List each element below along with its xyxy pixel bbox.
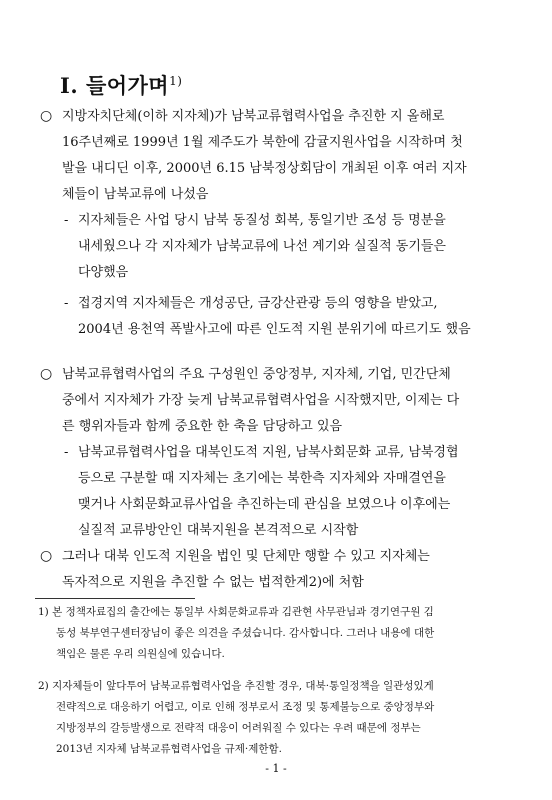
footnote-divider (35, 598, 195, 599)
paragraph-line: 접경지역 지자체들은 개성공단, 금강산관광 등의 영향을 받았고, (78, 296, 438, 311)
paragraph-line: 남북교류협력사업을 대북인도적 지원, 남북사회문화 교류, 남북경협 (78, 445, 459, 460)
footnote-line: 지방정부의 갈등발생으로 전략적 대응이 어려워질 수 있다는 우려 때문에 정부는 (56, 722, 421, 734)
paragraph-line: 등으로 구분할 때 지자체는 초기에는 북한측 지자체와 자매결연을 (78, 471, 446, 486)
paragraph-line: 중에서 지자체가 가장 늦게 남북교류협력사업을 시작했지만, 이제는 다 (62, 393, 460, 408)
footnote-line: 동성 북부연구센터장님이 좋은 의견을 주셨습니다. 감사합니다. 그러나 내용에 대한 (56, 627, 435, 639)
dash-bullet-icon: - (64, 296, 69, 311)
circle-bullet-icon: ○ (40, 366, 53, 382)
footnote-2 (38, 676, 434, 760)
paragraph-line: 체들이 남북교류에 나섰음 (62, 187, 209, 202)
footnote-ref-1: 1) (169, 74, 183, 88)
footnote-1 (38, 602, 434, 665)
paragraph-line: 지방자치단체(이하 지자체)가 남북교류협력사업을 추진한 지 올해로 (62, 109, 445, 124)
paragraph-line: 른 행위자들과 함께 중요한 한 축을 담당하고 있음 (62, 419, 343, 434)
paragraph-line: 실질적 교류방안인 대북지원을 본격적으로 시작함 (78, 523, 359, 538)
footnote-line: 전략적으로 대응하기 어렵고, 이로 인해 정부로서 조정 및 통제불능으로 중앙정부와 (56, 701, 435, 713)
paragraph-line: 남북교류협력사업의 주요 구성원인 중앙정부, 지자체, 기업, 민간단체 (62, 367, 451, 382)
paragraph-1-sub-2 (78, 291, 510, 343)
heading-text: Ⅰ. 들어가며 (60, 73, 170, 98)
paragraph-line: 발을 내디딘 이후, 2000년 6.15 남북정상회담이 개최된 이후 여러 지자 (62, 161, 467, 176)
footnote-line: 2013년 지자체 남북교류협력사업을 규제·제한함. (56, 743, 282, 755)
paragraph-line: 16주년째로 1999년 1월 제주도가 북한에 감귤지원사업을 시작하며 첫 (62, 135, 463, 150)
paragraph-2-sub-1 (78, 440, 510, 544)
paragraph-1-sub-1 (78, 208, 510, 286)
circle-bullet-icon: ○ (40, 548, 53, 564)
page-number: - 1 - (265, 762, 287, 775)
footnote-line: 2) 지자체들이 앞다투어 남북교류협력사업을 추진할 경우, 대북·통일정책을 일관성있게 (38, 680, 434, 692)
paragraph-line: 다양했음 (78, 265, 129, 280)
paragraph-3 (62, 544, 510, 596)
dash-bullet-icon: - (64, 213, 69, 228)
paragraph-line: 내세웠으나 각 지자체가 남북교류에 나선 계기와 실질적 동기들은 (78, 239, 446, 254)
paragraph-line: 지자체들은 사업 당시 남북 동질성 회복, 통일기반 조성 등 명분을 (78, 213, 446, 228)
section-heading (60, 70, 182, 100)
paragraph-line: 맺거나 사회문화교류사업을 추진하는데 관심을 보였으나 이후에는 (78, 497, 451, 512)
paragraph-line: 독자적으로 지원을 추진할 수 없는 법적한계2)에 처함 (62, 575, 364, 590)
paragraph-line: 2004년 용천역 폭발사고에 따른 인도적 지원 분위기에 따르기도 했음 (78, 322, 471, 337)
paragraph-2 (62, 362, 510, 440)
footnote-line: 책임은 물론 우리 의원실에 있습니다. (56, 648, 225, 660)
paragraph-1 (62, 104, 510, 208)
circle-bullet-icon: ○ (40, 108, 53, 124)
footnote-line: 1) 본 정책자료집의 출간에는 통일부 사회문화교류과 김관현 사무관님과 경기연구원 김 (38, 606, 434, 618)
dash-bullet-icon: - (64, 445, 69, 460)
paragraph-line: 그러나 대북 인도적 지원을 법인 및 단체만 행할 수 있고 지자체는 (62, 549, 430, 564)
